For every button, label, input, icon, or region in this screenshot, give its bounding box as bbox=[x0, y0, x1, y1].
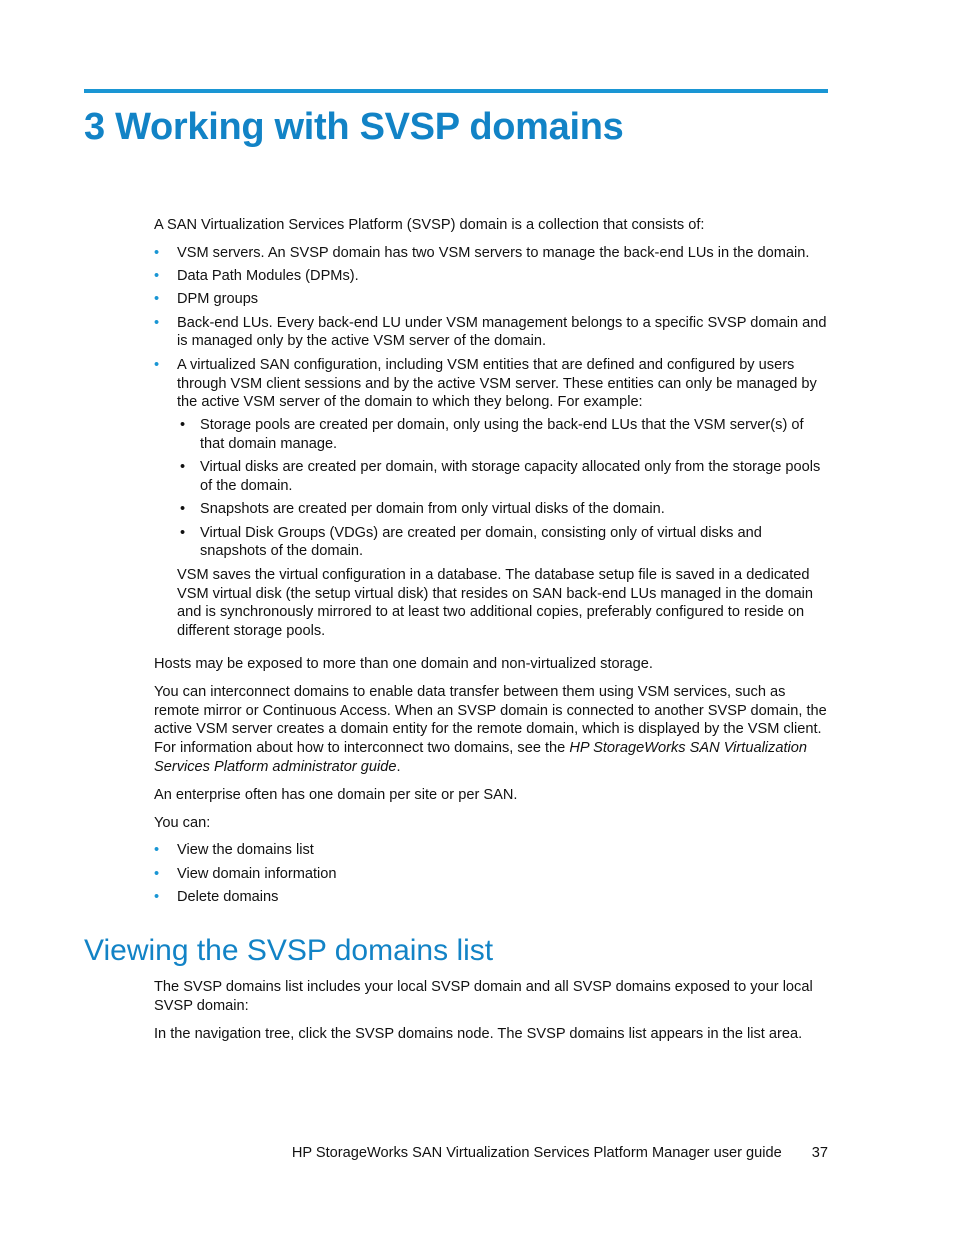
list-item: • Data Path Modules (DPMs). bbox=[154, 267, 830, 286]
section-paragraph: In the navigation tree, click the SVSP domains node. The SVSP domains list appears in the list area. bbox=[154, 1025, 803, 1042]
you-can-paragraph: You can: bbox=[154, 814, 211, 831]
chapter-body bbox=[154, 216, 830, 916]
hosts-paragraph: Hosts may be exposed to more than one domain and non-virtualized storage. bbox=[154, 655, 653, 672]
page-footer bbox=[200, 1143, 828, 1163]
sublist bbox=[177, 416, 830, 561]
sublist-item: • Virtual disks are created per domain, with storage capacity allocated only from the storage pools of the domain. bbox=[177, 458, 830, 496]
list-item-san-config bbox=[154, 356, 830, 641]
chapter-rule bbox=[84, 89, 828, 93]
section-paragraph: The SVSP domains list includes your local SVSP domain and all SVSP domains exposed to your local SVSP domain: bbox=[154, 979, 813, 1014]
intro-paragraph: A SAN Virtualization Services Platform (SVSP) domain is a collection that consists of: bbox=[154, 217, 705, 233]
section-body bbox=[154, 978, 830, 1052]
interconnect-paragraph bbox=[154, 683, 830, 777]
sublist-item: • Storage pools are created per domain, only using the back-end LUs that the VSM server(s) of that domain manage. bbox=[177, 416, 830, 454]
sublist-item: • Virtual Disk Groups (VDGs) are created per domain, consisting only of virtual disks and snapshots of the domain. bbox=[177, 524, 830, 562]
list-item: • VSM servers. An SVSP domain has two VSM servers to manage the back-end LUs in the domain. bbox=[154, 244, 830, 263]
interconnect-end: . bbox=[396, 758, 401, 775]
chapter-title: 3 Working with SVSP domains bbox=[84, 106, 624, 148]
list-item: • Delete domains bbox=[154, 888, 830, 907]
page-number: 37 bbox=[811, 1145, 828, 1161]
interconnect-text: You can interconnect domains to enable data transfer between them using VSM services, such as remote mirror or Continuous Access. When an SVSP domain is connected to another SVSP domain, the active VSM server creates a domain entity for the remote domain, which is displayed by the VSM client. For information about how to interconnect two domains, see the bbox=[154, 683, 827, 757]
enterprise-paragraph: An enterprise often has one domain per site or per SAN. bbox=[154, 786, 518, 803]
actions-list bbox=[154, 841, 830, 906]
footer-guide-title: HP StorageWorks SAN Virtualization Services Platform Manager user guide bbox=[291, 1145, 782, 1161]
list-item: • DPM groups bbox=[154, 290, 830, 309]
sublist-item: • Snapshots are created per domain from only virtual disks of the domain. bbox=[177, 500, 830, 519]
list-item: • View domain information bbox=[154, 865, 830, 884]
list-item: • Back-end LUs. Every back-end LU under VSM management belongs to a specific SVSP domain and is managed only by the active VSM server of the domain. bbox=[154, 314, 830, 352]
section-title: Viewing the SVSP domains list bbox=[84, 934, 494, 967]
admin-guide-reference: HP StorageWorks SAN Virtualization Services Platform administrator guide bbox=[154, 740, 807, 775]
vsm-note: VSM saves the virtual configuration in a database. The database setup file is saved in a dedicated VSM virtual disk (the setup virtual disk) that resides on SAN back-end LUs managed in the domain and is synchronously mirrored to at least two additional copies, preferably configured to reside on different storage pools. bbox=[177, 566, 813, 640]
list-item: • View the domains list bbox=[154, 841, 830, 860]
list-item-text: A virtualized SAN configuration, including VSM entities that are defined and configured by users through VSM client sessions and by the active VSM server. These entities can only be managed by the active VSM server of the domain to which they belong. For example: bbox=[177, 356, 817, 411]
domain-contents-list bbox=[154, 244, 830, 641]
